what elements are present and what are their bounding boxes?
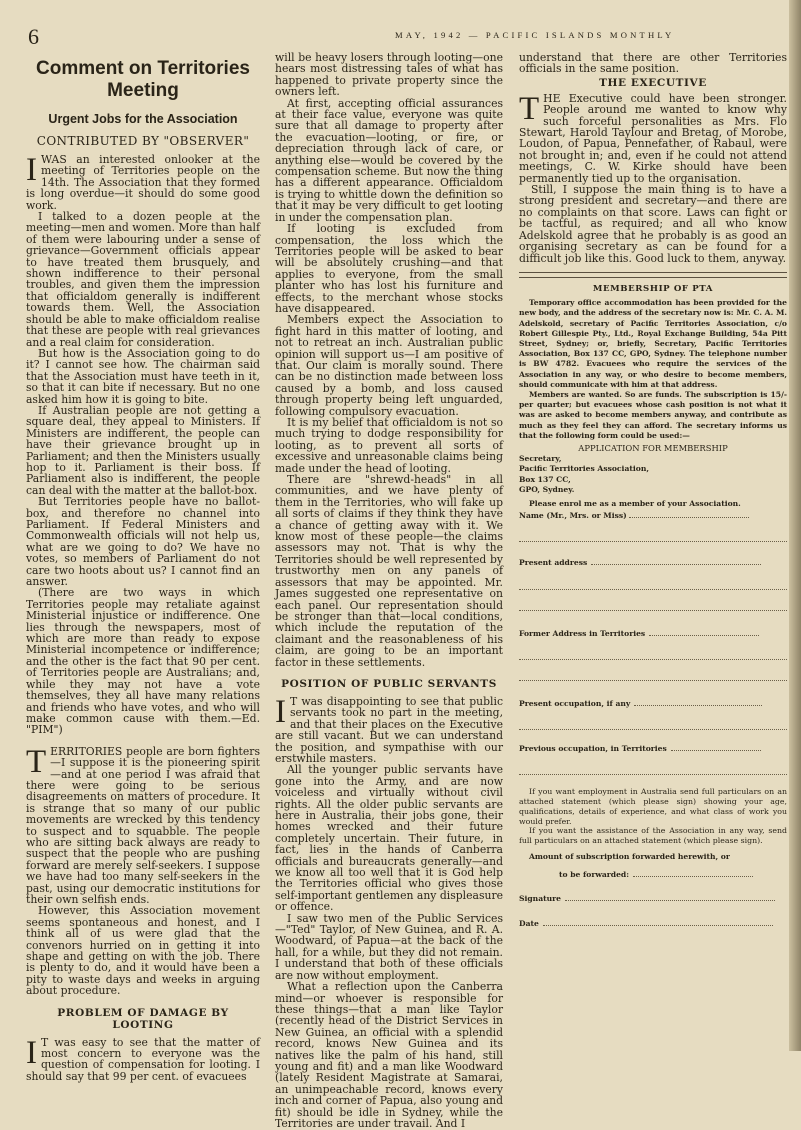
membership-funds: Members are wanted. So are funds. The subscription is 15/- per quarter; but evacuees whose cash position is not what it was are asked to become members anyway, and contribute as much as they feel they can afford. The secretary informs us that the following form could be used:— [519, 389, 787, 440]
blank-line [519, 577, 787, 590]
paragraph: I saw two men of the Public Services—"Ted" Taylor, of New Guinea, and R. A. Woodward, of Papua—at the back of the hall, for a while, but they did not remain. I understand that both of these officials are now without employment. [275, 911, 503, 982]
column-1 [26, 52, 260, 1083]
paragraph: understand that there are other Territories officials in the same position. [519, 51, 787, 76]
paragraph: I talked to a dozen people at the meeting—men and women. More than half of them were labouring under a sense of grievance—Government officials appear to have treated them brusquely, and shown indifference to their personal troubles, and given them the impression that officialdom generally is indifferent towards them. Well, the Association should be able to make officialdom realise that these are people with real grievances and a real claim for consideration. [26, 210, 260, 349]
assistance-note: If you want the assistance of the Association in any way, send full particulars on an attached statement (which please sign). [519, 826, 787, 846]
membership-intro: Temporary office accommodation has been provided for the new body, and the address of the secretary now is: Mr. C. A. M. Adelskold, secretary of Pacific Territories Association, c/o Robert Gillespie Pty., Ltd., Royal Exchange Building, 54a Pitt Street, Sydney; or, briefly, Secretary, Pacific Territories Association, Box 137 CC, GPO, Sydney. The telephone number is BW 4782. Evacuees who require the services of the Association in any way, or who desire to become members, should communicate with him at that address. [519, 298, 787, 389]
paragraph: If looting is excluded from compensation, the loss which the Territories people will be asked to bear will be absolutely crushing—and that applies to everyone, from the small planter who has lost his furniture and effects, to the merchant whose stocks have disappeared. [275, 222, 503, 315]
blank-line [519, 762, 787, 775]
section-heading: THE EXECUTIVE [599, 76, 707, 89]
paragraph: I WAS an interested onlooker at the meeting of Territories people on the 14th. The Association that they formed is long overdue—it should do some good work. [26, 152, 260, 212]
forwarded-field: to be forwarded: [519, 870, 787, 880]
blank-line [519, 598, 787, 611]
blank-line [519, 668, 787, 681]
paragraph: will be heavy losers through looting—one hears most distressing tales of what has happened to private property since the owners left. [275, 51, 503, 99]
present-address-field: Present address [519, 558, 787, 568]
divider [519, 277, 787, 278]
blank-line [519, 647, 787, 660]
paragraph: It is my belief that officialdom is not so much trying to dodge responsibility for looting, as to prevent all sorts of excessive and unreasonable claims being made under the head of looting. [275, 416, 503, 475]
column-3 [519, 52, 787, 1044]
drop-cap: I [26, 152, 37, 188]
article-byline: CONTRIBUTED BY "OBSERVER" [36, 134, 250, 148]
paragraph: I T was easy to see that the matter of most concern to everyone was the question of compensation for looting. I should say that 99 per cent. of evacuees [26, 1034, 260, 1083]
former-address-field: Former Address in Territories [519, 629, 787, 639]
section-heading: PROBLEM OF DAMAGE BY LOOTING [57, 1006, 229, 1031]
application-heading: APPLICATION FOR MEMBERSHIP [578, 442, 728, 453]
amount-line: Amount of subscription forwarded herewith, or [529, 851, 730, 861]
article-title: Comment on Territories Meeting [36, 58, 250, 101]
paragraph: At first, accepting official assurances at their face value, everyone was quite sure that all damage to property after the evacuation—looting, or fire, or depreciation through lack of care, or anything else—would be covered by the compensation scheme. But now the thing has a different appearance. Officialdom is trying to whittle down the definition so that it may be very difficult to get looting in under the compensation plan. [275, 96, 503, 224]
enrol-text: Please enrol me as a member of your Association. [529, 498, 741, 508]
drop-cap: T [519, 90, 540, 127]
running-head: MAY, 1942 — PACIFIC ISLANDS MONTHLY [395, 30, 675, 40]
signature-field: Signature [519, 894, 787, 904]
page-edge [789, 0, 801, 1051]
paragraph: THE Executive could have been stronger. People around me wanted to know why such forceful personalities as Mrs. Flo Stewart, Harold Taylour and Bretag, of Morobe, Loudon, of Papua, Pennefather, of Rabaul, were not brought in; and, even if he could not attend meetings, C. W. Kirke should have been permanently tied up to the organisation. [519, 90, 787, 185]
employment-note: If you want employment in Australia send full particulars on an attached statement (which please sign) showing your age, qualifications, details of experience, and what class of work you would prefer. [519, 787, 787, 826]
blank-line [519, 717, 787, 730]
page-number: 6 [28, 24, 39, 49]
paragraph: (There are two ways in which Territories people may retaliate against Ministerial injustice or indifference. One lies through the newspapers, most of which are more than ready to expose Ministerial incompetence or indifference; and the other is the fact that 90 per cent. of Territories people are Australians; and, while they may not have a vote themselves, they all have many relations and friends who have votes, and who will make common cause with them.—Ed. "PIM") [26, 586, 260, 737]
membership-box [519, 284, 787, 929]
name-field: Name (Mr., Mrs. or Miss) [519, 511, 787, 521]
paragraph: But how is the Association going to do it? I cannot see how. The chairman said that the Association must have teeth in it, so that it can bite if necessary. But no one asked him how it is going to bite. [26, 346, 260, 406]
paragraph: But Territories people have no ballot-box, and therefore no channel into Parliament. If Federal Ministers and Commonwealth officials will not help us, what are we going to do? We have no votes, so members of Parliament do not care two hoots about us? I cannot find an answer. [26, 495, 260, 589]
drop-cap: I [26, 1034, 37, 1071]
paragraph: What a reflection upon the Canberra mind—or whoever is responsible for these things—that a man like Taylor (recently head of the District Services in New Guinea, an official with a splendid record, knows New Guinea and its natives like the palm of his hand, still young and fit) and a man like Woodward (lately Resident Magistrate at Samarai, an unimpeachable record, knows every inch and corner of Papua, also young and fit) should be idle in Sydney, while the Territories are under travail. And I [275, 980, 503, 1130]
paragraph: TERRITORIES people are born fighters—I suppose it is the pioneering spirit—and at one period I was afraid that there were going to be serious disagreements on matters of procedure. It is strange that so many of our public movements are wrecked by this tendency to suspect and to squabble. The people who are sitting back always are ready to suspect that the people who are pushing forward are merely self-seekers. I suppose we have had too many self-seekers in the past, using our democratic institutions for their own selfish ends. [26, 743, 260, 906]
article-subtitle: Urgent Jobs for the Association [48, 112, 238, 126]
paragraph: There are "shrewd-heads" in all communities, and we have plenty of them in the Territories, who will fake up all sorts of claims if they think they have a chance of getting away with it. We know most of these people—the claims assessors may not. That is why the Territories should be well represented by trustworthy men on any panels of assessors that may be appointed. Mr. James suggested one representative on each panel. Our representation should be stronger than that—local conditions, which include the reputation of the claimant and the reasonableness of his claim, are going to be an important factor in these settlements. [275, 473, 503, 669]
section-heading: POSITION OF PUBLIC SERVANTS [281, 677, 497, 690]
blank-line [519, 529, 787, 542]
paragraph: Members expect the Association to fight hard in this matter of looting, and not to retreat an inch. Australian public opinion will support us—I am positive of that. Our claim is morally sound. There can be no distinction made between loss caused by a bomb, and loss caused through property being left unguarded, following compulsory evacuation. [275, 313, 503, 418]
paragraph: All the younger public servants have gone into the Army, and are now voiceless and virtually without civil rights. All the older public servants are here in Australia, their jobs gone, their homes wrecked and their future completely uncertain. Their future, in fact, lies in the hands of Canberra officials and bureaucrats generally—and we know all too well that it is God help the Territories official who gives those self-important gentlemen any displeasure or offence. [275, 763, 503, 914]
membership-heading: MEMBERSHIP OF PTA [592, 283, 714, 294]
paragraph: Still, I suppose the main thing is to have a strong president and secretary—and there are no complaints on that score. Laws can fight or be tactful, as required; and all who know Adelskold agree that he probably is as good an organising secretary as can be found for a difficult job like this. Good luck to them, anyway. [519, 183, 787, 265]
address-line: Secretary, [519, 454, 562, 464]
paragraph: I T was disappointing to see that public servants took no part in the meeting, and that their places on the Executive are still vacant. But we can understand the position, and sympathise with our erstwhile masters. [275, 693, 503, 765]
drop-cap: I [275, 693, 286, 730]
drop-cap: T [26, 743, 47, 780]
previous-occupation-field: Previous occupation, in Territories [519, 744, 787, 754]
column-2 [275, 51, 503, 1130]
paragraph: However, this Association movement seems spontaneous and honest, and I think all of us were glad that the convenors hurried on in getting it into shape and getting on with the job. There is plenty to do, and it would have been a pity to waste days and weeks in arguing about procedure. [26, 904, 260, 998]
address-line: GPO, Sydney. [519, 484, 575, 494]
address-line: Box 137 CC, [519, 474, 571, 484]
address-line: Pacific Territories Association, [519, 464, 649, 474]
paragraph: If Australian people are not getting a square deal, they appeal to Ministers. If Ministers are indifferent, the people can have their grievance brought up in Parliament; and then the Ministers usually hop to it. Parliament is their boss. If Parliament also is indifferent, the people can deal with the matter at the ballot-box. [26, 403, 260, 497]
date-field: Date [519, 919, 787, 929]
present-occupation-field: Present occupation, if any [519, 699, 787, 709]
divider [519, 272, 787, 273]
